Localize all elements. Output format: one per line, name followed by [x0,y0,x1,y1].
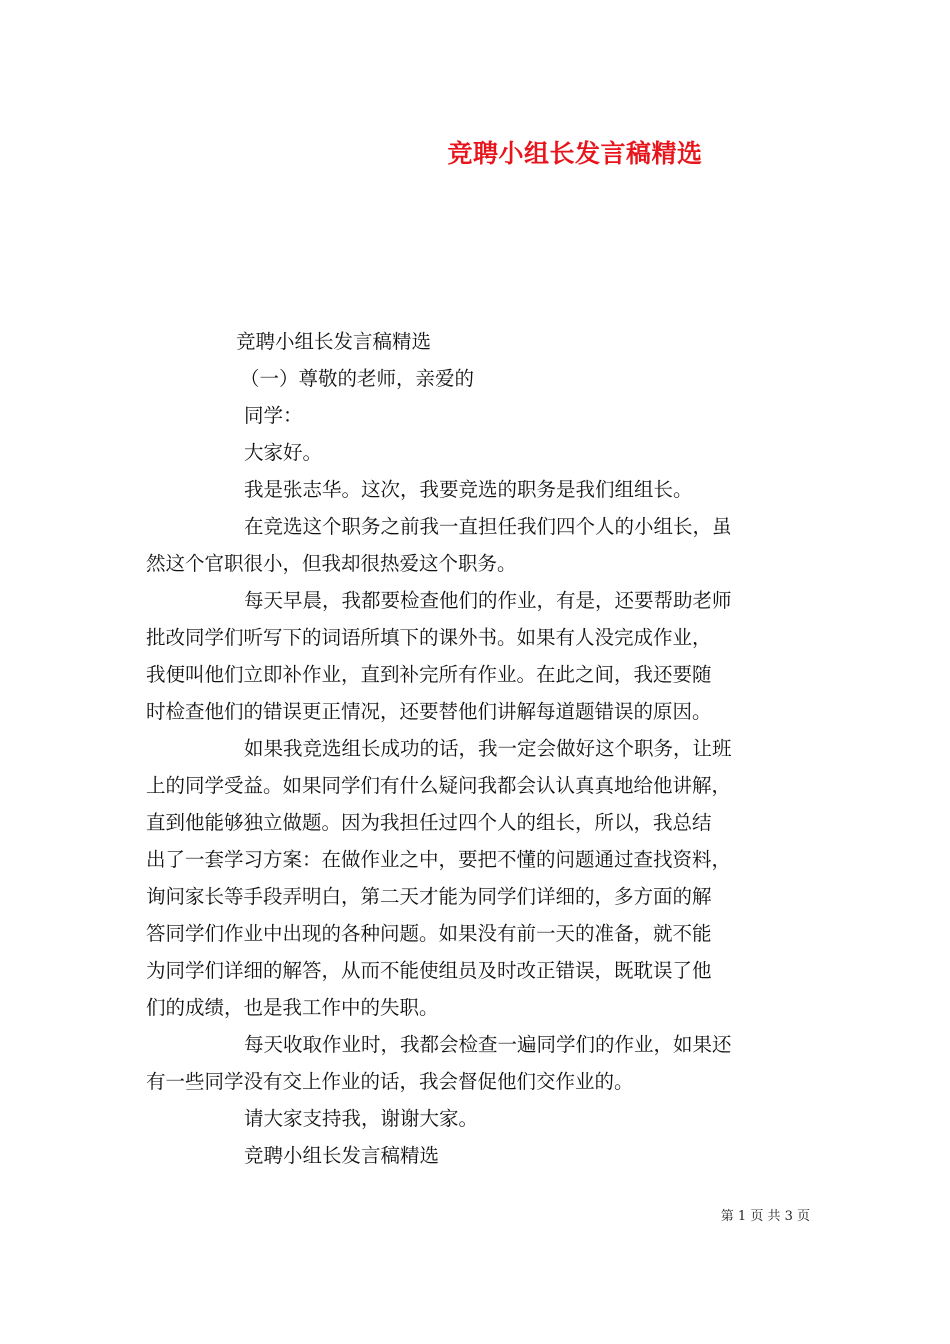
next-heading: 竞聘小组长发言稿精选 [244,1144,440,1167]
closing-line: 请大家支持我，谢谢大家。 [244,1107,479,1130]
body-heading: 竞聘小组长发言稿精选 [236,330,432,353]
paragraph-line: 有一些同学没有交上作业的话，我会督促他们交作业的。 [146,1070,634,1093]
paragraph-line: 答同学们作业中出现的各种问题。如果没有前一天的准备，就不能 [146,922,712,945]
paragraph-line: 我便叫他们立即补作业，直到补完所有作业。在此之间，我还要随 [146,663,712,686]
paragraph-line: 如果我竞选组长成功的话，我一定会做好这个职务，让班 [244,737,732,760]
paragraph-line: 上的同学受益。如果同学们有什么疑问我都会认认真真地给他讲解， [146,774,732,797]
paragraph-line: 每天收取作业时，我都会检查一遍同学们的作业，如果还 [244,1033,732,1056]
paragraph-line: 批改同学们听写下的词语所填下的课外书。如果有人没完成作业， [146,626,712,649]
paragraph-line: 时检查他们的错误更正情况，还要替他们讲解每道题错误的原因。 [146,700,712,723]
salutation-line: 同学： [244,404,303,427]
paragraph-line: 出了一套学习方案：在做作业之中，要把不懂的问题通过查找资料， [146,848,732,871]
paragraph-line: 在竞选这个职务之前我一直担任我们四个人的小组长，虽 [244,515,732,538]
salutation-line: （一）尊敬的老师，亲爱的 [240,367,475,390]
paragraph-line: 询问家长等手段弄明白，第二天才能为同学们详细的，多方面的解 [146,885,712,908]
document-title: 竞聘小组长发言稿精选 [447,139,703,168]
page-number: 第 1 页 共 3 页 [720,1209,810,1224]
paragraph-line: 每天早晨，我都要检查他们的作业，有是，还要帮助老师 [244,589,732,612]
paragraph-line: 然这个官职很小，但我却很热爱这个职务。 [146,552,517,575]
paragraph-line: 直到他能够独立做题。因为我担任过四个人的组长，所以，我总结 [146,811,712,834]
paragraph-line: 我是张志华。这次，我要竞选的职务是我们组组长。 [244,478,693,501]
document-body [146,323,806,1174]
paragraph-line: 们的成绩，也是我工作中的失职。 [146,996,439,1019]
greeting-line: 大家好。 [244,441,323,464]
paragraph-line: 为同学们详细的解答，从而不能使组员及时改正错误，既耽误了他 [146,959,712,982]
